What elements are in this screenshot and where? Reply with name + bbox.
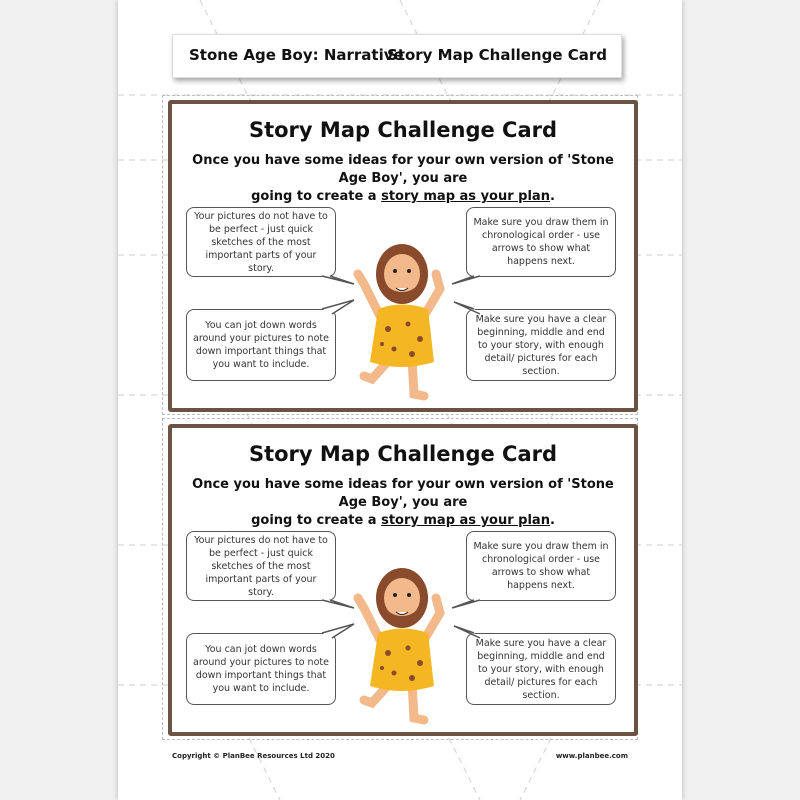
card-title: Story Map Challenge Card bbox=[248, 118, 558, 142]
caveman-illustration bbox=[342, 558, 462, 728]
bubble-text: Make sure you draw them in chronological order - use arrows to show what happens next. bbox=[473, 541, 609, 591]
intro-underlined: story map as your plan bbox=[381, 189, 550, 204]
bubble-text: You can jot down words around your pictures to note down important things that you want to include. bbox=[193, 644, 329, 694]
bubble-text: You can jot down words around your pictures to note down important things that you want to include. bbox=[193, 320, 329, 370]
bubble-text: Your pictures do not have to be perfect - just quick sketches of the most important parts of your story. bbox=[194, 210, 328, 274]
bubble-text: Your pictures do not have to be perfect - just quick sketches of the most important parts of your story. bbox=[194, 534, 328, 598]
bubble-text: Make sure you have a clear beginning, middle and end to your story, with enough detail/ pictures for each section. bbox=[475, 313, 607, 377]
intro-line-2-suffix: . bbox=[549, 513, 555, 528]
intro-line-1: Once you have some ideas for your own version of 'Stone Age Boy', you are bbox=[192, 153, 614, 186]
header-bar bbox=[172, 34, 622, 78]
card-title: Story Map Challenge Card bbox=[248, 442, 558, 466]
intro-line-2-prefix: going to create a bbox=[251, 513, 382, 528]
header-card-title: Story Map Challenge Card bbox=[386, 46, 607, 64]
header-unit-title: Stone Age Boy: Narrative bbox=[189, 46, 404, 64]
challenge-card-2 bbox=[168, 424, 638, 736]
bubble-text: Make sure you draw them in chronological order - use arrows to show what happens next. bbox=[473, 217, 609, 267]
footer-copyright: Copyright © PlanBee Resources Ltd 2020 bbox=[172, 752, 335, 760]
intro-underlined: story map as your plan bbox=[381, 513, 550, 528]
challenge-card-1 bbox=[168, 100, 638, 412]
intro-line-2-prefix: going to create a bbox=[251, 189, 382, 204]
bubble-text: Make sure you have a clear beginning, middle and end to your story, with enough detail/ pictures for each section. bbox=[475, 637, 607, 701]
intro-line-1: Once you have some ideas for your own version of 'Stone Age Boy', you are bbox=[192, 477, 614, 510]
caveman-illustration bbox=[342, 234, 462, 404]
footer-website: www.planbee.com bbox=[555, 752, 628, 760]
intro-line-2-suffix: . bbox=[549, 189, 555, 204]
